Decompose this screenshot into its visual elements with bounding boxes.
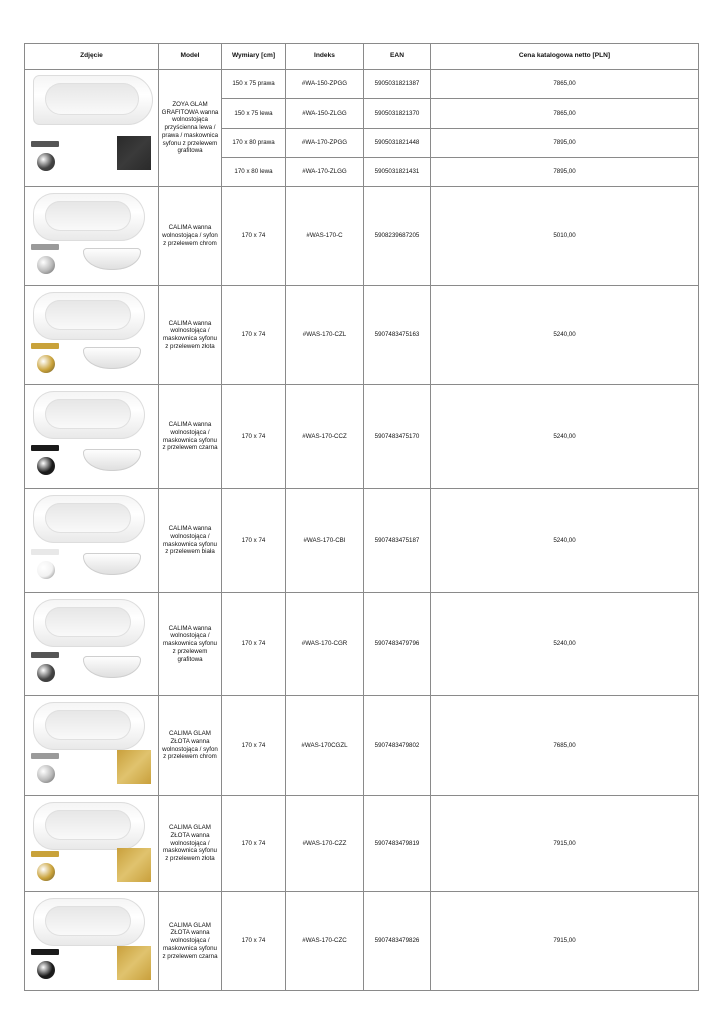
bathtub-side-view-image (83, 248, 141, 270)
product-photo (25, 70, 159, 187)
model-cell: CALIMA GLAM ZŁOTA wanna wolnostojąca / maskownica syfonu z przelewem czarna (159, 892, 222, 991)
product-photo (25, 892, 159, 991)
overflow-cover-image (31, 949, 59, 955)
overflow-cover-image (31, 753, 59, 759)
dimensions-cell: 170 x 74 (222, 489, 286, 593)
ean-cell: 5907483479819 (364, 796, 431, 892)
bathtub-basin (45, 83, 139, 115)
drain-plug-image (37, 664, 55, 682)
bathtub-side-view-image (83, 656, 141, 678)
drain-plug-image (37, 153, 55, 171)
model-cell: CALIMA wanna wolnostojąca / maskownica syfonu z przelewem czarna (159, 385, 222, 489)
price-cell: 5010,00 (431, 187, 699, 286)
bathtub-image (33, 495, 145, 543)
bathtub-image (33, 292, 145, 340)
index-cell: #WA-170-ZPGG (286, 128, 364, 157)
drain-plug-image (37, 457, 55, 475)
bathtub-image (33, 391, 145, 439)
ean-cell: 5907483475187 (364, 489, 431, 593)
price-cell: 5240,00 (431, 385, 699, 489)
overflow-cover-image (31, 549, 59, 555)
bathtub-image (33, 599, 145, 647)
table-row (25, 489, 699, 593)
bathtub-basin (45, 810, 131, 840)
model-cell: ZOYA GLAM GRAFITOWA wanna wolnostojąca przyścienna lewa / prawa / maskownica syfonu z przelewem grafitowa (159, 70, 222, 187)
index-cell: #WAS-170-CGR (286, 593, 364, 696)
price-cell: 7895,00 (431, 157, 699, 186)
model-cell: CALIMA GLAM ZŁOTA wanna wolnostojąca / syfon z przelewem chrom (159, 696, 222, 796)
product-photo (25, 385, 159, 489)
model-cell: CALIMA wanna wolnostojąca / maskownica syfonu z przelewem złota (159, 286, 222, 385)
bathtub-image (33, 75, 153, 125)
model-cell: CALIMA wanna wolnostojąca / syfon z przelewem chrom (159, 187, 222, 286)
overflow-cover-image (31, 244, 59, 250)
drain-plug-image (37, 355, 55, 373)
table-row (25, 696, 699, 796)
dimensions-cell: 170 x 74 (222, 892, 286, 991)
index-cell: #WA-150-ZLGG (286, 99, 364, 128)
table-row (25, 286, 699, 385)
drain-plug-image (37, 961, 55, 979)
index-cell: #WAS-170-CZC (286, 892, 364, 991)
bathtub-side-view-image (83, 449, 141, 471)
header-index: Indeks (286, 44, 364, 70)
overflow-cover-image (31, 141, 59, 147)
index-cell: #WAS-170-CCZ (286, 385, 364, 489)
table-row (25, 796, 699, 892)
ean-cell: 5907483479826 (364, 892, 431, 991)
bathtub-image (33, 898, 145, 946)
index-cell: #WAS-170-C (286, 187, 364, 286)
model-cell: CALIMA wanna wolnostojąca / maskownica syfonu z przelewem biała (159, 489, 222, 593)
bathtub-side-view-image (83, 347, 141, 369)
bathtub-basin (45, 710, 131, 740)
index-cell: #WA-170-ZLGG (286, 157, 364, 186)
ean-cell: 5905031821431 (364, 157, 431, 186)
index-cell: #WAS-170-CBI (286, 489, 364, 593)
ean-cell: 5908239687205 (364, 187, 431, 286)
ean-cell: 5907483479802 (364, 696, 431, 796)
drain-plug-image (37, 863, 55, 881)
bathtub-basin (45, 300, 131, 330)
table-row (25, 593, 699, 696)
product-photo (25, 489, 159, 593)
finish-swatch-image (117, 136, 151, 170)
ean-cell: 5905031821370 (364, 99, 431, 128)
product-photo (25, 696, 159, 796)
overflow-cover-image (31, 851, 59, 857)
price-cell: 5240,00 (431, 489, 699, 593)
dimensions-cell: 170 x 74 (222, 796, 286, 892)
header-photo: Zdjęcie (25, 44, 159, 70)
dimensions-cell: 170 x 74 (222, 286, 286, 385)
bathtub-basin (45, 503, 131, 533)
index-cell: #WA-150-ZPGG (286, 70, 364, 99)
table-row (25, 187, 699, 286)
overflow-cover-image (31, 652, 59, 658)
header-dimensions: Wymiary [cm] (222, 44, 286, 70)
table-row (25, 892, 699, 991)
index-cell: #WAS-170-CZZ (286, 796, 364, 892)
finish-swatch-image (117, 750, 151, 784)
model-cell: CALIMA wanna wolnostojąca / maskownica syfonu z przelewem grafitowa (159, 593, 222, 696)
price-cell: 5240,00 (431, 286, 699, 385)
drain-plug-image (37, 765, 55, 783)
price-table (24, 43, 699, 991)
product-photo (25, 593, 159, 696)
product-photo (25, 796, 159, 892)
ean-cell: 5907483475170 (364, 385, 431, 489)
dimensions-cell: 170 x 74 (222, 696, 286, 796)
drain-plug-image (37, 256, 55, 274)
overflow-cover-image (31, 445, 59, 451)
bathtub-basin (45, 607, 131, 637)
header-model: Model (159, 44, 222, 70)
price-cell: 7865,00 (431, 70, 699, 99)
finish-swatch-image (117, 946, 151, 980)
dimensions-cell: 150 x 75 prawa (222, 70, 286, 99)
header-ean: EAN (364, 44, 431, 70)
price-cell: 7895,00 (431, 128, 699, 157)
finish-swatch-image (117, 848, 151, 882)
bathtub-image (33, 702, 145, 750)
header-price: Cena katalogowa netto [PLN] (431, 44, 699, 70)
dimensions-cell: 170 x 74 (222, 385, 286, 489)
index-cell: #WAS-170CGZL (286, 696, 364, 796)
table-row (25, 70, 699, 99)
dimensions-cell: 170 x 80 lewa (222, 157, 286, 186)
ean-cell: 5905031821387 (364, 70, 431, 99)
bathtub-basin (45, 906, 131, 936)
bathtub-side-view-image (83, 553, 141, 575)
bathtub-basin (45, 201, 131, 231)
product-photo (25, 187, 159, 286)
price-cell: 7685,00 (431, 696, 699, 796)
bathtub-image (33, 193, 145, 241)
ean-cell: 5907483475163 (364, 286, 431, 385)
overflow-cover-image (31, 343, 59, 349)
dimensions-cell: 170 x 74 (222, 187, 286, 286)
price-cell: 5240,00 (431, 593, 699, 696)
dimensions-cell: 170 x 80 prawa (222, 128, 286, 157)
bathtub-image (33, 802, 145, 850)
model-cell: CALIMA GLAM ZŁOTA wanna wolnostojąca / maskownica syfonu z przelewem złota (159, 796, 222, 892)
price-cell: 7915,00 (431, 796, 699, 892)
index-cell: #WAS-170-CZL (286, 286, 364, 385)
bathtub-basin (45, 399, 131, 429)
price-cell: 7865,00 (431, 99, 699, 128)
ean-cell: 5905031821448 (364, 128, 431, 157)
drain-plug-image (37, 561, 55, 579)
product-photo (25, 286, 159, 385)
dimensions-cell: 150 x 75 lewa (222, 99, 286, 128)
table-row (25, 385, 699, 489)
table-header-row (25, 44, 699, 70)
price-cell: 7915,00 (431, 892, 699, 991)
dimensions-cell: 170 x 74 (222, 593, 286, 696)
ean-cell: 5907483479796 (364, 593, 431, 696)
